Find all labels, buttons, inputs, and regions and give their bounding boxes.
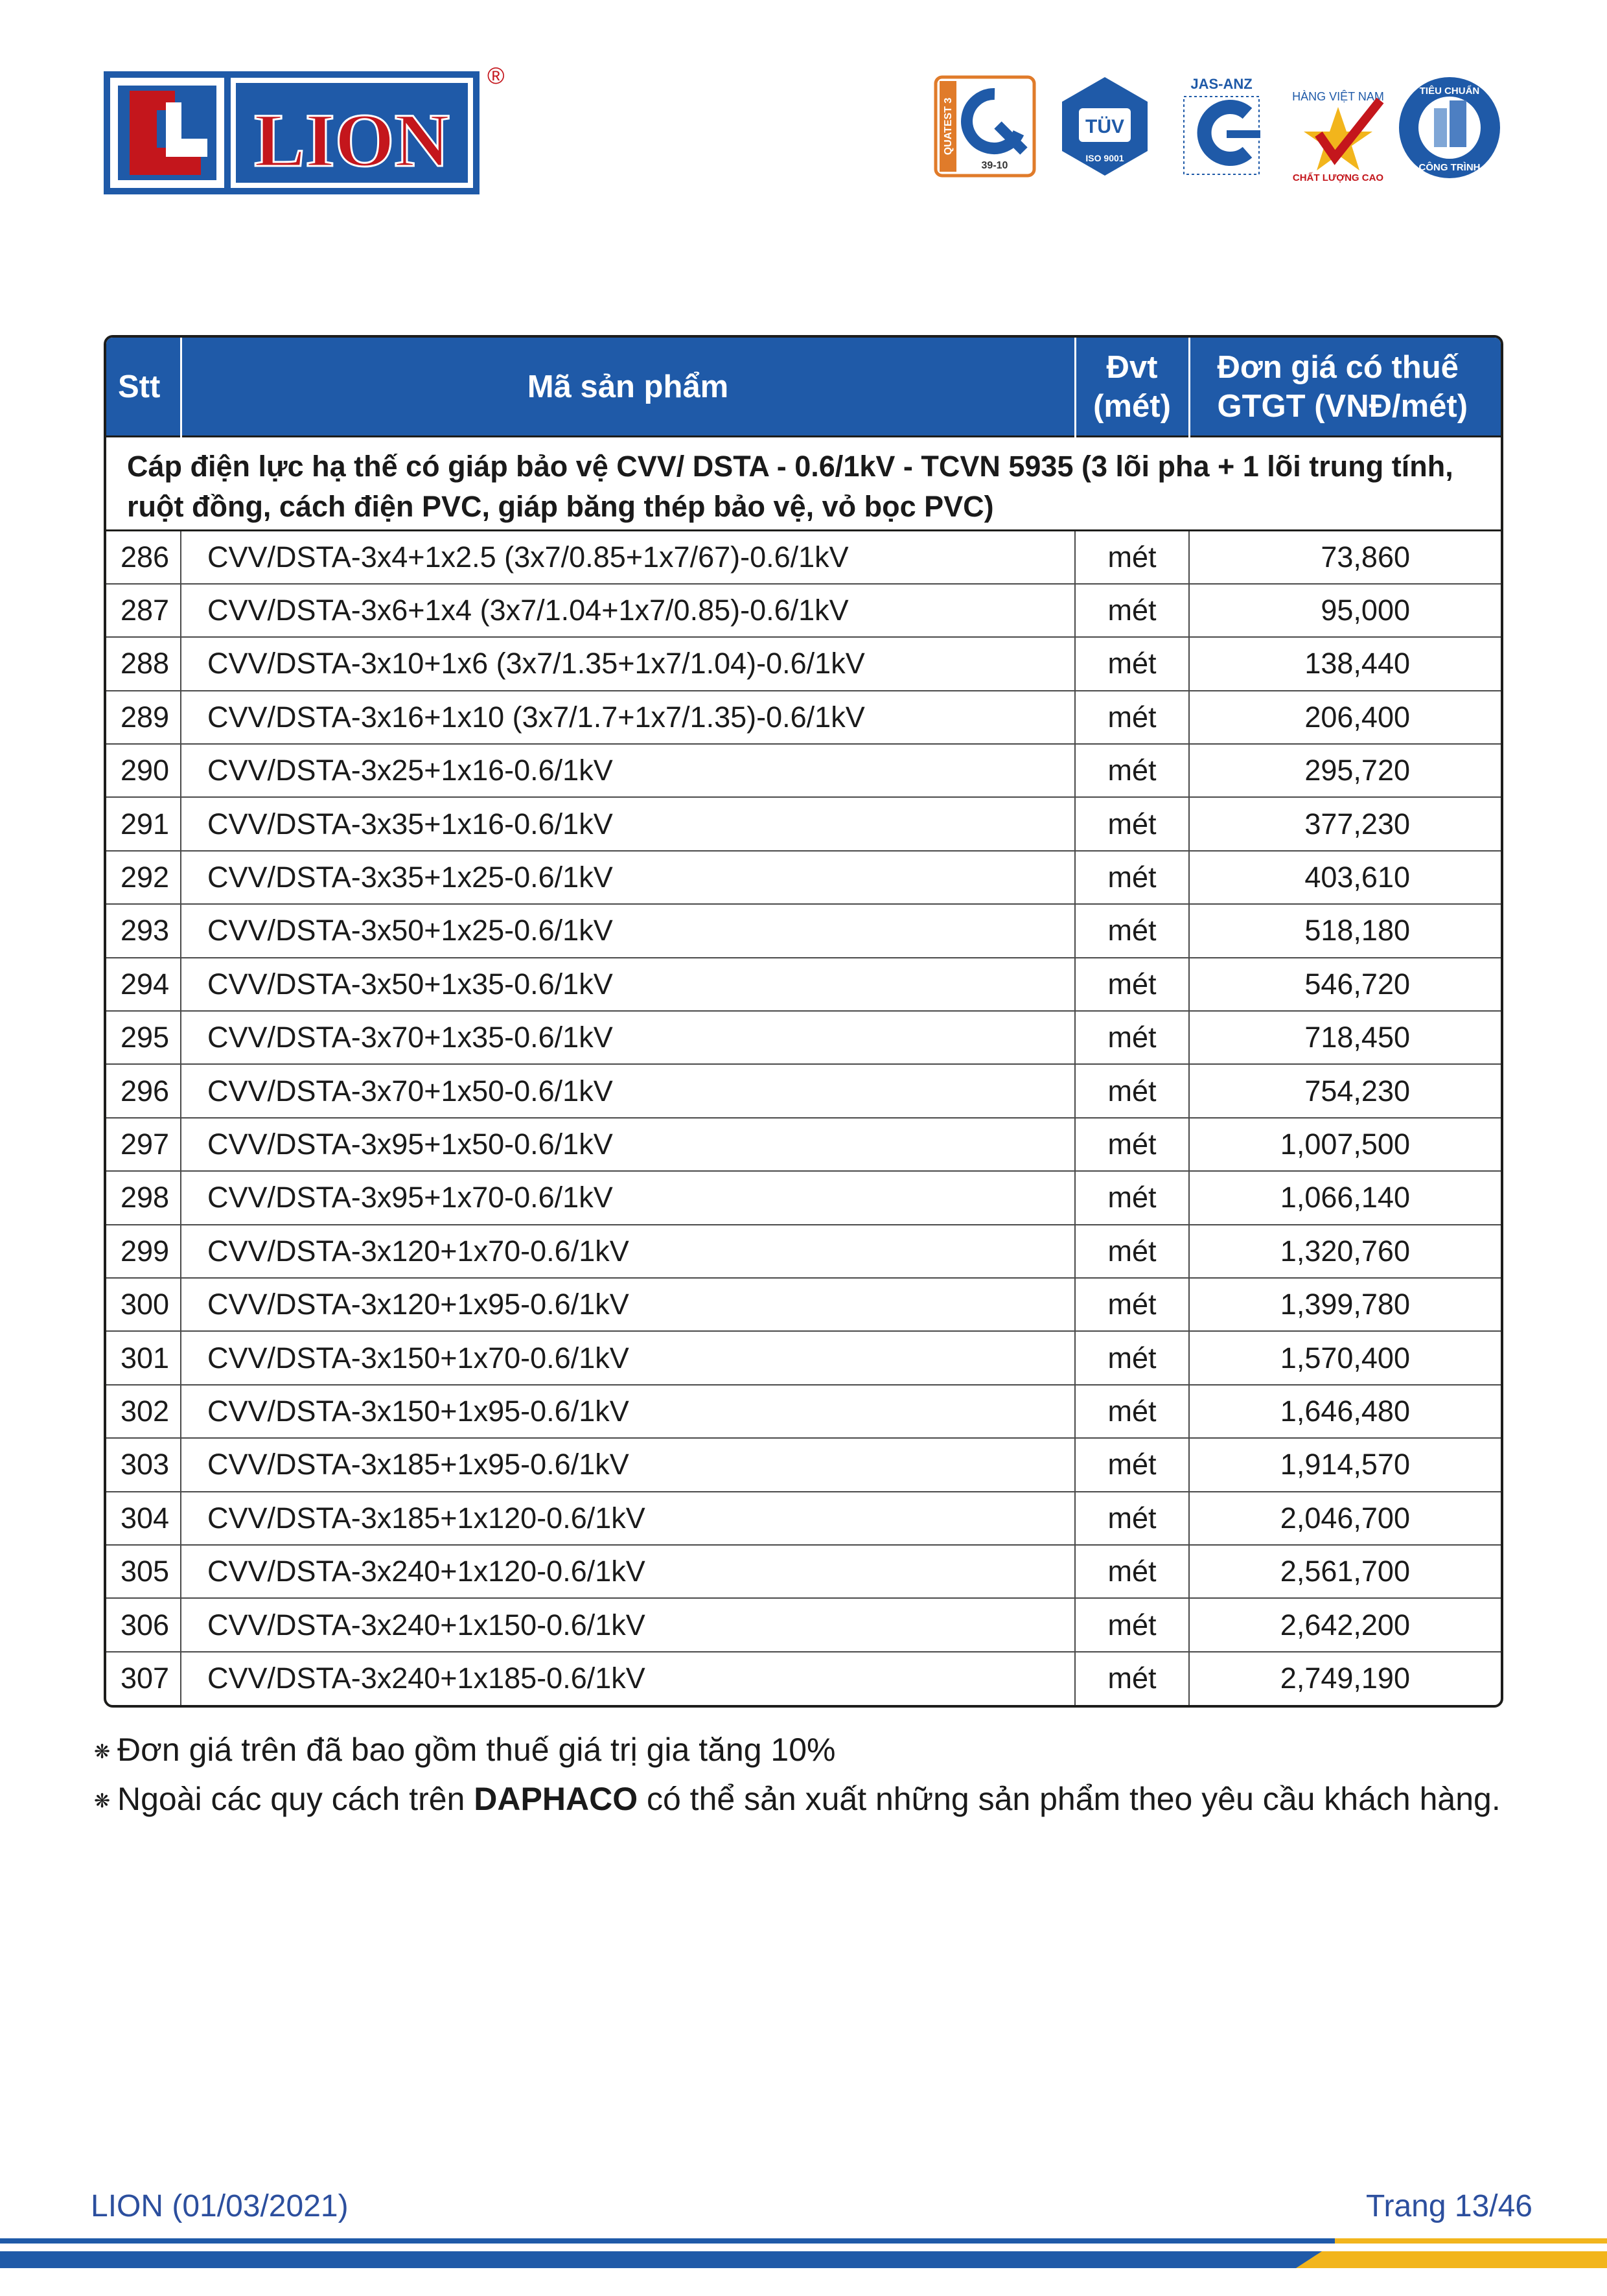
cell-unit: mét	[1075, 1171, 1189, 1224]
cell-price: 2,749,190	[1280, 1662, 1410, 1695]
table-row	[106, 1438, 1501, 1491]
cell-stt: 293	[106, 904, 181, 957]
table-row	[106, 797, 1501, 850]
table-row	[106, 1545, 1501, 1598]
cell-price: 546,720	[1189, 958, 1501, 1011]
table-row	[106, 904, 1501, 957]
table-row	[106, 691, 1501, 744]
header-product-code: Mã sản phẩm	[181, 338, 1075, 437]
cell-price: 1,066,140	[1189, 1171, 1501, 1224]
cell-unit: mét	[1075, 1652, 1189, 1705]
cell-price: 1,399,780	[1189, 1278, 1501, 1331]
cell-stt: 288	[106, 637, 181, 690]
bullet-icon: ❋	[94, 1741, 111, 1763]
table-row	[106, 851, 1501, 904]
svg-text:TÜV: TÜV	[1085, 116, 1124, 137]
svg-text:39-10: 39-10	[981, 160, 1008, 171]
svg-text:CÔNG TRÌNH: CÔNG TRÌNH	[1418, 162, 1481, 173]
table-row	[106, 1225, 1501, 1278]
quatest-badge-icon	[933, 75, 1037, 178]
cell-stt: 291	[106, 797, 181, 850]
cell-unit: mét	[1075, 797, 1189, 850]
table-row	[106, 1278, 1501, 1331]
table-row	[106, 744, 1501, 797]
header-price-line2: GTGT (VNĐ/mét)	[1217, 388, 1468, 424]
footer-page-number: Trang 13/46	[1365, 2189, 1532, 2223]
cell-stt: 304	[106, 1492, 181, 1545]
header-unit	[1075, 338, 1189, 437]
lion-logo	[104, 71, 480, 194]
jas-anz-badge-icon	[1170, 75, 1273, 178]
table-row	[106, 1064, 1501, 1117]
table-row	[106, 531, 1501, 584]
cell-product-code: CVV/DSTA-3x95+1x50-0.6/1kV	[181, 1118, 1075, 1171]
cell-stt: 302	[106, 1385, 181, 1438]
table-row	[106, 1385, 1501, 1438]
section-title: Cáp điện lực hạ thế có giáp bảo vệ CVV/ DSTA - 0.6/1kV - TCVN 5935 (3 lõi pha + 1 lõi trung tính, ruột đồng, cách điện PVC, giáp băng thép bảo vệ, vỏ bọc PVC)	[106, 437, 1501, 531]
cell-stt: 290	[106, 744, 181, 797]
cell-unit: mét	[1075, 1492, 1189, 1545]
svg-text:QUATEST 3: QUATEST 3	[943, 97, 954, 156]
cell-unit: mét	[1075, 1438, 1189, 1491]
note-custom-text-after: có thể sản xuất những sản phẩm theo yêu cầu khách hàng.	[638, 1780, 1501, 1817]
note-company-name: DAPHACO	[474, 1780, 638, 1817]
cell-stt: 306	[106, 1598, 181, 1651]
cell-product-code: CVV/DSTA-3x120+1x95-0.6/1kV	[181, 1278, 1075, 1331]
cell-price: 377,230	[1189, 797, 1501, 850]
cell-stt: 299	[106, 1225, 181, 1278]
cell-stt: 294	[106, 958, 181, 1011]
cell-product-code: CVV/DSTA-3x185+1x120-0.6/1kV	[181, 1492, 1075, 1545]
table-row	[106, 1598, 1501, 1651]
cell-unit: mét	[1075, 584, 1189, 637]
cell-unit: mét	[1075, 1011, 1189, 1064]
cell-price: 73,860	[1189, 531, 1501, 584]
cell-unit: mét	[1075, 1064, 1189, 1117]
certification-badges	[933, 75, 1503, 191]
table-row	[106, 637, 1501, 690]
cell-unit: mét	[1075, 744, 1189, 797]
table-row	[106, 1331, 1501, 1384]
cell-unit: mét	[1075, 1278, 1189, 1331]
cell-product-code: CVV/DSTA-3x50+1x25-0.6/1kV	[181, 904, 1075, 957]
cell-product-code: CVV/DSTA-3x50+1x35-0.6/1kV	[181, 958, 1075, 1011]
cell-price: 718,450	[1189, 1011, 1501, 1064]
cell-price: 518,180	[1189, 904, 1501, 957]
cell-stt: 296	[106, 1064, 181, 1117]
header-stt: Stt	[106, 338, 181, 437]
cell-product-code: CVV/DSTA-3x35+1x16-0.6/1kV	[181, 797, 1075, 850]
cell-price: 2,561,700	[1189, 1545, 1501, 1598]
cell-product-code: CVV/DSTA-3x10+1x6 (3x7/1.35+1x7/1.04)-0.6/1kV	[181, 637, 1075, 690]
cell-unit: mét	[1075, 637, 1189, 690]
logo-wordmark: LION	[254, 98, 450, 183]
tieu-chuan-badge-icon	[1396, 75, 1503, 181]
cell-unit: mét	[1075, 904, 1189, 957]
cell-price: 2,046,700	[1189, 1492, 1501, 1545]
svg-text:TIÊU CHUẨN: TIÊU CHUẨN	[1419, 86, 1480, 97]
cell-product-code: CVV/DSTA-3x240+1x185-0.6/1kV	[181, 1652, 1075, 1705]
cell-product-code: CVV/DSTA-3x240+1x150-0.6/1kV	[181, 1598, 1075, 1651]
svg-text:ISO 9001: ISO 9001	[1085, 153, 1124, 163]
cell-stt: 298	[106, 1171, 181, 1224]
bullet-icon: ❋	[94, 1790, 111, 1812]
cell-unit: mét	[1075, 1331, 1189, 1384]
price-table	[104, 335, 1503, 1708]
cell-price: 403,610	[1189, 851, 1501, 904]
cell-product-code: CVV/DSTA-3x25+1x16-0.6/1kV	[181, 744, 1075, 797]
header-price	[1189, 338, 1501, 437]
cell-product-code: CVV/DSTA-3x4+1x2.5 (3x7/0.85+1x7/67)-0.6/1kV	[181, 531, 1075, 584]
cell-price: 95,000	[1189, 584, 1501, 637]
cell-price: 138,440	[1189, 637, 1501, 690]
cell-price: 1,007,500	[1189, 1118, 1501, 1171]
cell-unit: mét	[1075, 958, 1189, 1011]
cell-product-code: CVV/DSTA-3x70+1x50-0.6/1kV	[181, 1064, 1075, 1117]
table-row	[106, 1011, 1501, 1064]
table-row	[106, 1118, 1501, 1171]
cell-unit: mét	[1075, 691, 1189, 744]
footer-date: LION (01/03/2021)	[91, 2189, 349, 2223]
footer-stripe	[0, 2237, 1607, 2276]
cell-stt: 287	[106, 584, 181, 637]
note-vat	[94, 1726, 1552, 1776]
table-row	[106, 958, 1501, 1011]
cell-product-code: CVV/DSTA-3x6+1x4 (3x7/1.04+1x7/0.85)-0.6/1kV	[181, 584, 1075, 637]
svg-text:HÀNG VIỆT NAM: HÀNG VIỆT NAM	[1292, 90, 1384, 103]
table-header-row	[106, 338, 1501, 437]
cell-unit: mét	[1075, 1545, 1189, 1598]
cell-unit: mét	[1075, 1225, 1189, 1278]
notes	[94, 1726, 1552, 1825]
header-unit-line1: Đvt	[1106, 349, 1158, 385]
cell-unit: mét	[1075, 1118, 1189, 1171]
cell-stt: 289	[106, 691, 181, 744]
cell-price: 754,230	[1189, 1064, 1501, 1117]
cell-stt: 295	[106, 1011, 181, 1064]
cell-unit: mét	[1075, 531, 1189, 584]
cell-stt: 305	[106, 1545, 181, 1598]
cell-product-code: CVV/DSTA-3x120+1x70-0.6/1kV	[181, 1225, 1075, 1278]
cell-stt: 300	[106, 1278, 181, 1331]
cell-stt: 297	[106, 1118, 181, 1171]
cell-stt: 303	[106, 1438, 181, 1491]
cell-product-code: CVV/DSTA-3x185+1x95-0.6/1kV	[181, 1438, 1075, 1491]
header-unit-line2: (mét)	[1093, 388, 1171, 424]
tuv-badge-icon	[1053, 75, 1157, 178]
table-row	[106, 1652, 1501, 1705]
cell-product-code: CVV/DSTA-3x240+1x120-0.6/1kV	[181, 1545, 1075, 1598]
cell-price: 1,570,400	[1189, 1331, 1501, 1384]
table-row	[106, 1492, 1501, 1545]
hvnclc-badge-icon	[1283, 75, 1393, 185]
cell-unit: mét	[1075, 851, 1189, 904]
cell-stt: 286	[106, 531, 181, 584]
table-row	[106, 584, 1501, 637]
header-price-line1: Đơn giá có thuế	[1217, 349, 1459, 385]
svg-text:CHẤT LƯỢNG CAO: CHẤT LƯỢNG CAO	[1292, 172, 1384, 183]
registered-mark: ®	[487, 62, 505, 89]
cell-product-code: CVV/DSTA-3x35+1x25-0.6/1kV	[181, 851, 1075, 904]
cell-product-code: CVV/DSTA-3x95+1x70-0.6/1kV	[181, 1171, 1075, 1224]
table-row	[106, 1171, 1501, 1224]
cell-price: 1,914,570	[1189, 1438, 1501, 1491]
cell-stt: 301	[106, 1331, 181, 1384]
cell-price: 295,720	[1189, 744, 1501, 797]
svg-text:JAS-ANZ: JAS-ANZ	[1190, 76, 1253, 92]
cell-product-code: CVV/DSTA-3x150+1x70-0.6/1kV	[181, 1331, 1075, 1384]
cell-product-code: CVV/DSTA-3x16+1x10 (3x7/1.7+1x7/1.35)-0.6/1kV	[181, 691, 1075, 744]
note-custom-text-before: Ngoài các quy cách trên	[117, 1780, 474, 1817]
note-vat-text: Đơn giá trên đã bao gồm thuế giá trị gia tăng 10%	[117, 1732, 836, 1768]
note-custom-order	[94, 1776, 1552, 1825]
cell-price: 1,320,760	[1189, 1225, 1501, 1278]
cell-stt: 307	[106, 1652, 181, 1705]
cell-unit: mét	[1075, 1598, 1189, 1651]
cell-product-code: CVV/DSTA-3x150+1x95-0.6/1kV	[181, 1385, 1075, 1438]
cell-price: 206,400	[1189, 691, 1501, 744]
cell-price: 2,642,200	[1189, 1598, 1501, 1651]
cell-product-code: CVV/DSTA-3x70+1x35-0.6/1kV	[181, 1011, 1075, 1064]
cell-price: 1,646,480	[1189, 1385, 1501, 1438]
section-title-row	[106, 437, 1501, 531]
cell-stt: 292	[106, 851, 181, 904]
cell-unit: mét	[1075, 1385, 1189, 1438]
